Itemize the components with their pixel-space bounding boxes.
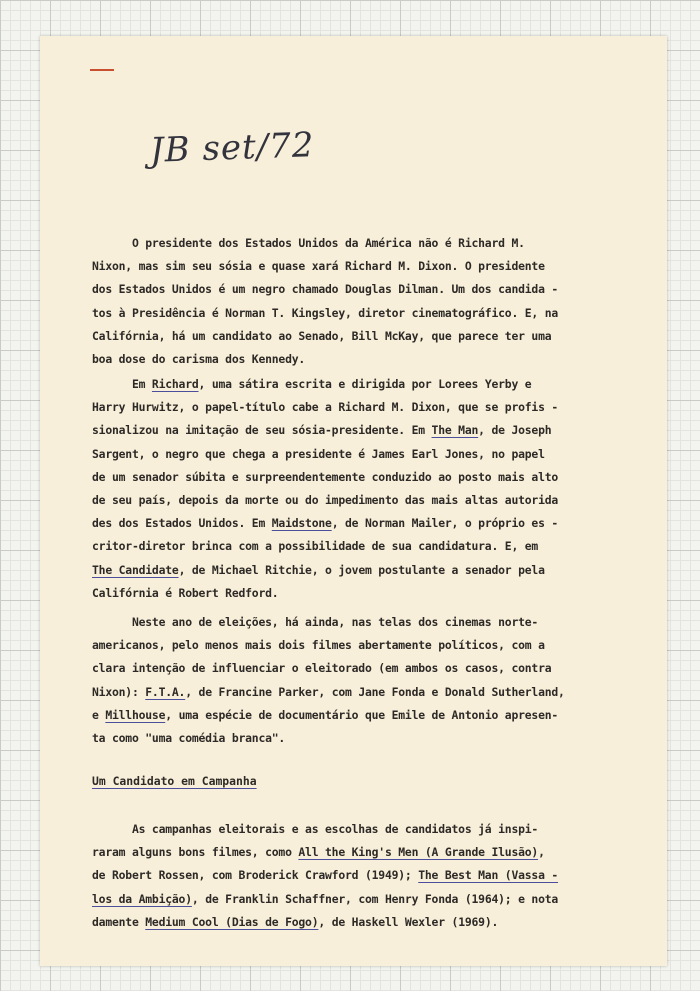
text-segment: boa dose do carisma dos Kennedy. [92,351,306,366]
text-segment: critor-diretor brinca com a possibilidade de sua candidatura. E, em [92,539,539,554]
text-segment: , de Franklin Schaffner, com Henry Fonda (1964); e nota [191,891,559,906]
text-segment: des dos Estados Unidos. Em [92,516,272,531]
text-segment: Nixon): [92,684,146,699]
text-segment: dos Estados Unidos é um negro chamado Douglas Dilman. Um dos candida - [92,282,559,297]
text-line [92,704,667,727]
text-segment: , de Joseph [478,423,552,438]
section-heading: Um Candidato em Campanha [92,774,257,788]
text-segment: tos à Presidência é Norman T. Kingsley, diretor cinematográfico. E, na [92,305,559,320]
text-line [92,419,667,442]
text-segment: de um senador súbita e surpreendentemente conduzido ao posto mais alto [92,469,559,484]
paragraph-4 [92,818,667,934]
underlined-title: The Man [431,423,479,438]
underlined-title: Maidstone [271,516,332,531]
text-segment: ta como "uma comédia branca". [92,730,286,745]
underlined-title: los da Ambição) [92,891,192,906]
text-line [92,681,667,704]
text-segment: , uma espécie de documentário que Emile de Antonio apresen- [165,707,559,722]
text-line [92,818,667,841]
text-segment: Nixon, mas sim seu sósia e quase xará Richard M. Dixon. O presidente [92,259,545,274]
text-segment: , de Norman Mailer, o próprio es - [331,516,559,531]
text-line [92,559,667,582]
text-line [92,466,667,489]
text-segment: damente [92,914,146,929]
underlined-title: The Best Man (Vassa - [418,868,559,883]
text-line [92,657,667,680]
text-line [92,634,667,657]
text-segment: Neste ano de eleições, há ainda, nas telas dos cinemas norte- [92,615,539,629]
underlined-title: All the King's Men (A Grande Ilusão) [298,845,539,860]
text-segment: americanos, pelo menos mais dois filmes abertamente políticos, com a [92,638,545,653]
text-line [92,325,667,348]
text-segment: , [538,845,545,860]
handwritten-note: JB set/72 [149,125,316,171]
text-line [92,582,667,605]
text-segment: Harry Hurwitz, o papel-título cabe a Richard M. Dixon, que se profis - [92,400,559,415]
text-line [92,348,667,371]
text-segment: O presidente dos Estados Unidos da América não é Richard M. [92,236,525,250]
text-line [92,255,667,278]
text-segment: Califórnia é Robert Redford. [92,585,279,600]
text-line [92,888,667,911]
text-line [92,512,667,535]
paragraph-1 [92,232,667,371]
underlined-title: Medium Cool (Dias de Fogo) [145,914,319,929]
underlined-title: Richard [151,377,199,391]
red-pencil-mark [90,69,114,71]
text-line [92,302,667,325]
text-segment: e [92,707,106,722]
text-line [92,727,667,750]
text-line [92,396,667,419]
text-segment: , de Francine Parker, com Jane Fonda e Donald Sutherland, [185,684,565,699]
text-line [92,611,667,634]
text-line [92,841,667,864]
underlined-title: F.T.A. [145,684,186,699]
text-segment: , uma sátira escrita e dirigida por Lorees Yerby e [198,377,532,391]
text-line [92,278,667,301]
text-segment: , de Michael Ritchie, o jovem postulante a senador pela [178,562,545,577]
text-segment: Em [92,377,152,391]
text-segment: Califórnia, há um candidato ao Senado, Bill McKay, que parece ter uma [92,328,552,343]
text-line [92,864,667,887]
underlined-title: Millhouse [105,707,166,722]
text-segment: Sargent, o negro que chega a presidente é James Earl Jones, no papel [92,446,545,461]
text-line [92,443,667,466]
text-line [92,489,667,512]
underlined-title: The Candidate [92,562,179,577]
text-line [92,373,667,396]
text-segment: As campanhas eleitorais e as escolhas de candidatos já inspi- [92,822,539,836]
text-segment: de seu país, depois da morte ou do impedimento das mais altas autorida [92,492,559,507]
text-segment: sionalizou na imitação de seu sósia-presidente. Em [92,423,432,438]
typed-page [40,36,667,966]
text-segment: clara intenção de influenciar o eleitorado (em ambos os casos, contra [92,661,552,676]
paragraph-2 [92,373,667,605]
text-segment: de Robert Rossen, com Broderick Crawford (1949); [92,868,419,883]
text-segment: , de Haskell Wexler (1969). [318,914,499,929]
text-line [92,535,667,558]
paragraph-3 [92,611,667,750]
text-line [92,232,667,255]
text-segment: raram alguns bons filmes, como [92,845,299,860]
text-line [92,911,667,934]
